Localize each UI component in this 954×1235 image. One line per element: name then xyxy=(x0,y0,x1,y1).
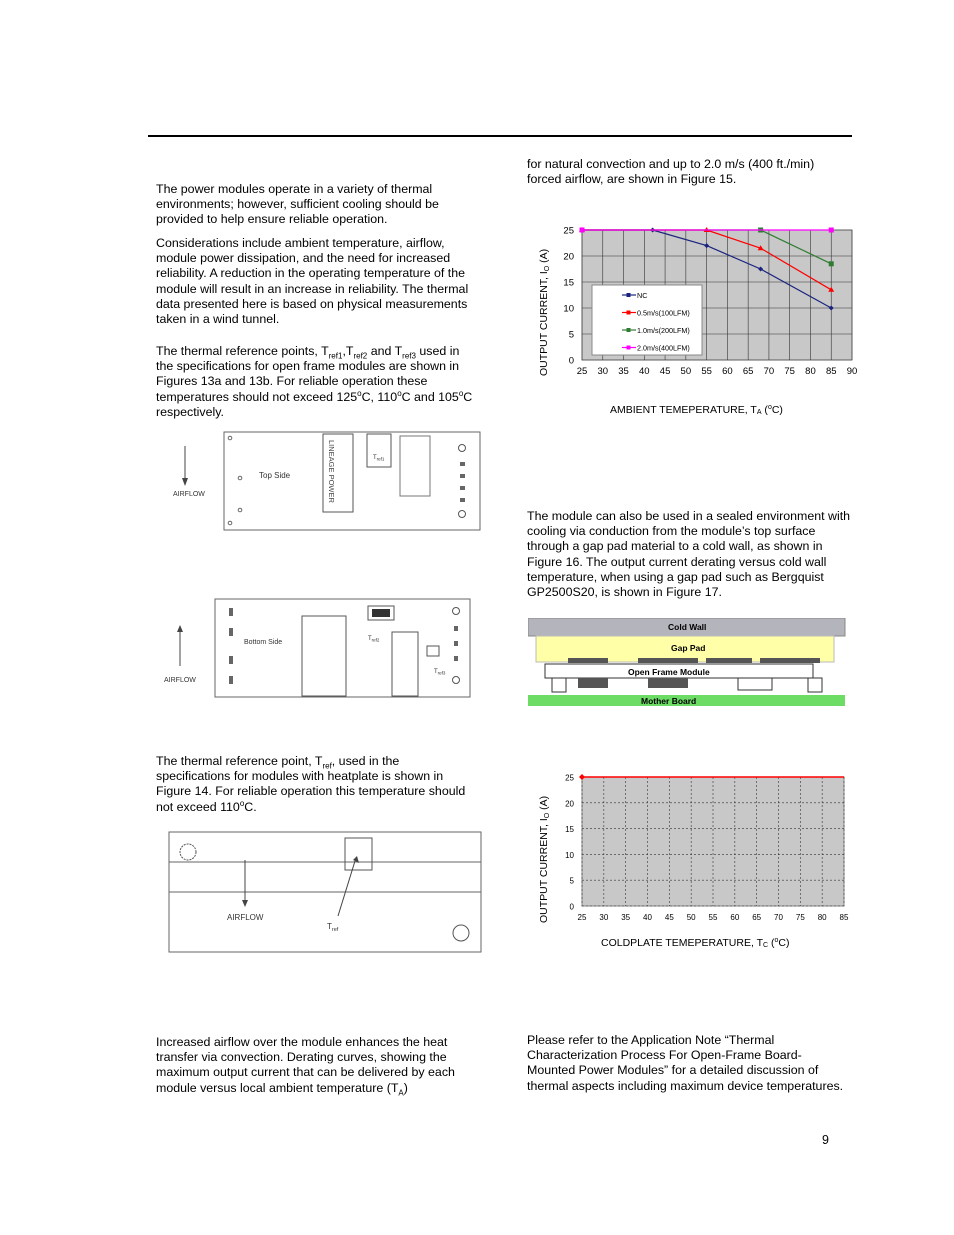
svg-text:Cold Wall: Cold Wall xyxy=(668,622,707,632)
y-ticks xyxy=(563,226,574,367)
y-tick-label: 25 xyxy=(565,773,574,783)
y-tick-label: 10 xyxy=(565,850,574,860)
airflow-label: AIRFLOW xyxy=(173,491,205,498)
x-tick-label: 65 xyxy=(752,913,762,922)
tref2-label: $T_{ref2}$ xyxy=(368,636,380,643)
x-tick-label: 50 xyxy=(686,913,696,922)
x-tick-label: 30 xyxy=(599,913,609,922)
x-tick-label: 70 xyxy=(763,366,775,377)
heatplate-tref-paragraph: The thermal reference point, $T_{ref}$, used in the specifications for modules with heatplate is shown in Figure 14. For reliable operation this temperature should not exceed 110$^o$C. xyxy=(156,754,466,814)
tref3-label: $T_{ref3}$ xyxy=(434,669,446,676)
x-tick-label: 45 xyxy=(659,366,671,377)
sealed-environment-paragraph: The module can also be used in a sealed environment with cooling via conduction from the module’s top surface through a gap pad material to a cold wall, as shown in Figure 16. The output current derating versus cold wall temperature, when using a gap pad such as Bergquist GP2500S20, is shown in Figure 17. xyxy=(527,509,851,600)
x-ticks xyxy=(577,366,858,377)
legend-entry: NC xyxy=(637,291,648,300)
legend-entry: 2.0m/s(400LFM) xyxy=(637,343,690,353)
derating-chart-coldplate xyxy=(528,770,858,952)
x-axis-label: COLDPLATE TEMEPERATURE, TC ($^o$C) xyxy=(601,937,790,949)
x-ticks xyxy=(578,913,849,922)
legend-entry: 1.0m/s(200LFM) xyxy=(637,326,690,335)
x-tick-label: 50 xyxy=(680,366,692,377)
legend-marker xyxy=(627,328,631,332)
y-tick-label: 20 xyxy=(563,251,574,263)
considerations-paragraph: Considerations include ambient temperature, airflow, module power dissipation, and the need for increased reliability. A reduction in the operating temperature of the module will result in an increase in reliability. The thermal data presented here is based on physical measurements taken in a wind tunnel. xyxy=(156,236,469,327)
legend-marker xyxy=(627,311,631,315)
x-tick-label: 85 xyxy=(839,913,849,922)
y-axis-label: OUTPUT CURRENT, IO (A) xyxy=(538,248,551,376)
y-tick-label: 0 xyxy=(569,902,574,912)
x-tick-label: 80 xyxy=(805,366,816,377)
bottom-side-label: Bottom Side xyxy=(244,639,283,646)
data-point xyxy=(580,228,585,233)
figure-13a-top-side xyxy=(160,428,490,536)
brand-label: LINEAGE POWER xyxy=(327,440,336,503)
header-rule xyxy=(148,135,852,137)
x-tick-label: 40 xyxy=(639,366,650,377)
y-ticks xyxy=(565,774,574,912)
legend-marker xyxy=(627,293,631,297)
x-tick-label: 80 xyxy=(817,913,827,922)
legend-entry: 0.5m/s(100LFM) xyxy=(637,308,690,318)
svg-text:Mother Board: Mother Board xyxy=(641,696,697,706)
x-tick-label: 35 xyxy=(618,366,629,377)
y-tick-label: 20 xyxy=(565,799,574,809)
x-axis-label: AMBIENT TEMEPERATURE, TA ($^o$C) xyxy=(610,404,783,416)
svg-text:Gap Pad: Gap Pad xyxy=(671,643,706,653)
figure15-intro-paragraph: for natural convection and up to 2.0 m/s (400 ft./min) forced airflow, are shown in Figure 15. xyxy=(527,157,815,187)
y-tick-label: 5 xyxy=(568,329,574,341)
intro-paragraph: The power modules operate in a variety of thermal environments; however, sufficient cooling should be provided to help ensure reliable operation. xyxy=(156,182,439,227)
y-axis-label: OUTPUT CURRENT, IO (A) xyxy=(538,795,551,923)
x-tick-label: 25 xyxy=(577,913,587,922)
legend-marker xyxy=(627,346,631,350)
x-tick-label: 55 xyxy=(701,366,712,377)
application-note-paragraph: Please refer to the Application Note “Thermal Characterization Process For Open-Frame Board-Mounted Power Modules” for a detailed discussion of thermal aspects including maximum device temperatures. xyxy=(527,1033,844,1093)
x-tick-label: 60 xyxy=(730,913,740,922)
airflow-paragraph: Increased airflow over the module enhances the heat transfer via convection. Derating curves, showing the maximum output current that can be delivered by each module versus local ambient temperature $(T_A)$ xyxy=(156,1035,455,1098)
figure-16-cold-wall-stack xyxy=(528,618,846,708)
open-frame-tref-paragraph: The thermal reference points, $T_{ref1},T_{ref2}$ and $T_{ref3}$ used in the specifications for open frame modules are shown in Figures 13a and 13b. For reliable operation these temperatures should not exceed 125$^o$C, 110$^o$C and 105$^o$C respectively. xyxy=(156,344,473,419)
x-tick-label: 45 xyxy=(664,913,674,922)
x-tick-label: 55 xyxy=(708,913,718,922)
y-tick-label: 15 xyxy=(563,277,574,289)
x-tick-label: 75 xyxy=(784,366,795,377)
x-tick-label: 25 xyxy=(576,366,588,377)
figure-14-heatplate xyxy=(160,826,490,956)
data-point xyxy=(829,261,834,266)
x-tick-label: 35 xyxy=(621,913,631,922)
x-tick-label: 85 xyxy=(825,366,837,377)
y-tick-label: 15 xyxy=(565,825,574,835)
y-tick-label: 10 xyxy=(563,303,574,315)
x-tick-label: 60 xyxy=(722,366,733,377)
figure-13b-bottom-side xyxy=(160,596,490,700)
x-tick-label: 40 xyxy=(643,913,652,922)
y-tick-label: 25 xyxy=(563,225,574,237)
airflow-label: AIRFLOW xyxy=(227,913,264,922)
x-tick-label: 90 xyxy=(846,366,858,377)
x-tick-label: 65 xyxy=(742,366,754,377)
svg-text:Open Frame Module: Open Frame Module xyxy=(628,667,710,677)
y-tick-label: 0 xyxy=(568,355,574,367)
page-number: 9 xyxy=(822,1133,829,1147)
tref-label: $T_{ref}$ xyxy=(327,922,339,933)
x-tick-label: 70 xyxy=(774,913,783,922)
derating-chart-ambient xyxy=(528,218,868,418)
data-point xyxy=(829,228,834,233)
top-side-label: Top Side xyxy=(259,471,291,480)
x-tick-label: 75 xyxy=(795,913,805,922)
x-tick-label: 30 xyxy=(597,366,609,377)
tref1-label: $T_{ref1}$ xyxy=(373,455,385,462)
y-tick-label: 5 xyxy=(569,876,574,886)
airflow-label: AIRFLOW xyxy=(164,677,196,684)
